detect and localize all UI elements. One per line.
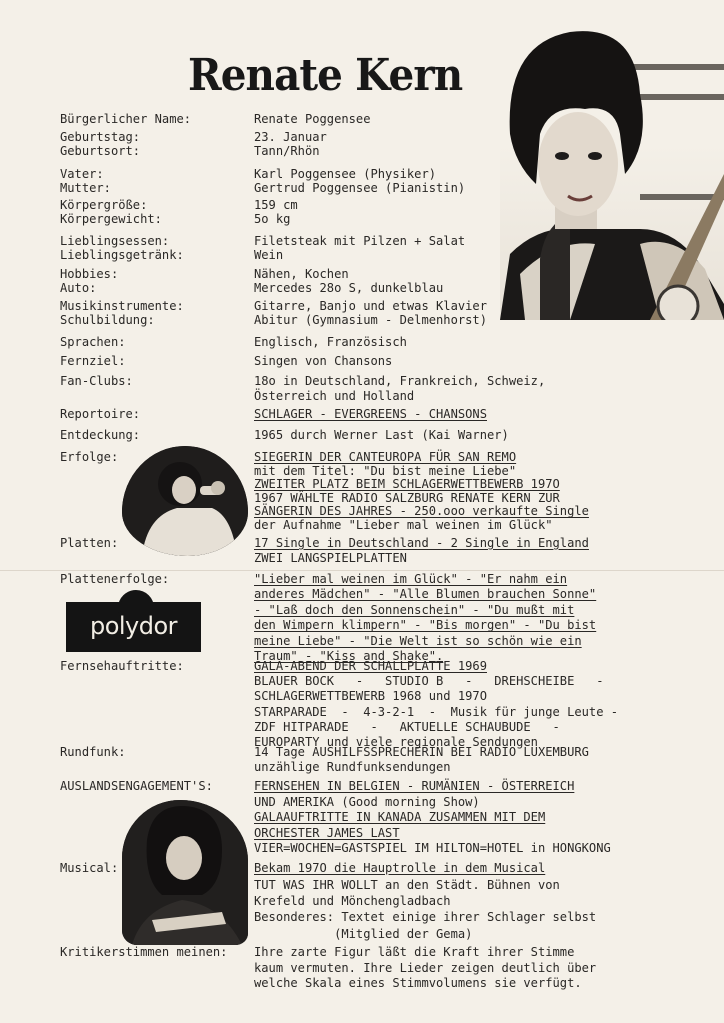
- field-label-r1: Bürgerlicher Name:: [60, 112, 192, 126]
- field-label-r9: Lieblingsgetränk:: [60, 248, 184, 262]
- field-value-r6-line-0: 159 cm: [254, 198, 298, 212]
- field-value-r27-line-1: kaum vermuten. Ihre Lieder zeigen deutlich über: [254, 960, 597, 975]
- field-value-r21-line-3: den Wimpern klimpern" - "Bis morgen" - "Du bist: [254, 618, 597, 633]
- singer-photo-microphone: [122, 446, 248, 556]
- field-value-r19-line-5: der Aufnahme "Lieber mal weinen im Glück": [254, 518, 553, 532]
- field-label-r22: Fernsehauftritte:: [60, 659, 184, 673]
- field-value-r21-line-5: Traum" - "Kiss and Shake".: [254, 649, 444, 663]
- field-value-r13-line-0: Abitur (Gymnasium - Delmenhorst): [254, 313, 487, 327]
- field-value-r20-line-0: 17 Single in Deutschland - 2 Single in England: [254, 536, 589, 550]
- field-value-r1-line-0: Renate Poggensee: [254, 112, 371, 126]
- field-value-r19-line-1: mit dem Titel: "Du bist meine Liebe": [254, 463, 517, 478]
- field-label-r12: Musikinstrumente:: [60, 299, 184, 313]
- field-value-r5-line-0: Gertrud Poggensee (Pianistin): [254, 181, 466, 195]
- fold-line: [0, 570, 724, 571]
- field-value-r24-line-1: UND AMERIKA (Good morning Show): [254, 794, 480, 809]
- field-label-r6: Körpergröße:: [60, 198, 148, 212]
- field-value-r22-line-2: SCHLAGERWETTBEWERB 1968 und 197O: [254, 689, 487, 704]
- field-label-r25: Musical:: [60, 861, 119, 875]
- field-label-r23: Rundfunk:: [60, 745, 126, 759]
- field-value-r21-line-0: "Lieber mal weinen im Glück" - "Er nahm ein: [254, 572, 568, 586]
- field-label-r14: Sprachen:: [60, 335, 126, 349]
- field-value-r16-line-0: 18o in Deutschland, Frankreich, Schweiz,: [254, 374, 546, 388]
- field-value-r10-line-0: Nähen, Kochen: [254, 267, 349, 281]
- field-value-r27-line-0: Ihre zarte Figur läßt die Kraft ihrer Stimme: [254, 945, 575, 959]
- field-label-r11: Auto:: [60, 281, 97, 295]
- singer-photo-musical: [122, 800, 248, 945]
- field-value-r16-line-1: Österreich und Holland: [254, 388, 415, 403]
- field-value-r24-line-4: VIER=WOCHEN=GASTSPIEL IM HILTON=HOTEL in HONGKONG: [254, 841, 611, 855]
- page-title: Renate Kern: [188, 50, 463, 101]
- field-value-r17-line-0: SCHLAGER - EVERGREENS - CHANSONS: [254, 407, 487, 421]
- field-label-r3: Geburtsort:: [60, 144, 141, 158]
- field-value-r22-line-4: ZDF HITPARADE - AKTUELLE SCHAUBUDE -: [254, 719, 560, 734]
- field-value-r23-line-0: 14 Tage AUSHILFSSPRECHERIN BEI RADIO LUXEMBURG: [254, 745, 589, 759]
- field-label-r2: Geburtstag:: [60, 130, 141, 144]
- field-label-r21: Plattenerfolge:: [60, 572, 170, 586]
- field-value-r15-line-0: Singen von Chansons: [254, 354, 393, 368]
- field-value-r4-line-0: Karl Poggensee (Physiker): [254, 167, 437, 181]
- field-label-r7: Körpergewicht:: [60, 212, 162, 226]
- field-label-r27: Kritikerstimmen meinen:: [60, 945, 228, 959]
- field-value-r19-line-0: SIEGERIN DER CANTEUROPA FÜR SAN REMO: [254, 450, 517, 464]
- field-value-r25-line-2: Krefeld und Mönchengladbach: [254, 894, 451, 908]
- polydor-logo: [66, 602, 201, 652]
- field-value-r7-line-0: 5o kg: [254, 212, 291, 226]
- field-label-r17: Reportoire:: [60, 407, 141, 421]
- field-value-r19-line-2: ZWEITER PLATZ BEIM SCHLAGERWETTBEWERB 197O: [254, 477, 560, 492]
- portrait-illustration: [500, 24, 724, 320]
- field-value-r19-line-3: 1967 WÄHLTE RADIO SALZBURG RENATE KERN ZUR: [254, 490, 560, 505]
- field-value-r11-line-0: Mercedes 28o S, dunkelblau: [254, 281, 444, 295]
- field-value-r22-line-0: GALA-ABEND DER SCHALLPLATTE 1969: [254, 659, 487, 673]
- field-label-r10: Hobbies:: [60, 267, 119, 281]
- field-value-r3-line-0: Tann/Rhön: [254, 144, 320, 158]
- field-value-r20-line-1: ZWEI LANGSPIELPLATTEN: [254, 550, 407, 565]
- microphone-photo-illustration: [122, 446, 248, 556]
- field-value-r22-line-3: STARPARADE - 4-3-2-1 - Musik für junge Leute -: [254, 704, 619, 719]
- field-label-r13: Schulbildung:: [60, 313, 155, 327]
- field-value-r21-line-2: - "Laß doch den Sonnenschein" - "Du mußt mit: [254, 602, 575, 617]
- field-value-r27-line-2: welche Skala eines Stimmvolumens sie verfügt.: [254, 976, 582, 990]
- polydor-logo-text: polydor: [89, 612, 178, 640]
- field-value-r24-line-3: ORCHESTER JAMES LAST: [254, 825, 400, 840]
- field-value-r24-line-2: GALAAUFTRITTE IN KANADA ZUSAMMEN MIT DEM: [254, 810, 546, 824]
- field-value-r12-line-0: Gitarre, Banjo und etwas Klavier: [254, 299, 487, 313]
- field-label-r8: Lieblingsessen:: [60, 234, 170, 248]
- field-value-r8-line-0: Filetsteak mit Pilzen + Salat: [254, 234, 466, 248]
- field-label-r16: Fan-Clubs:: [60, 374, 133, 388]
- field-value-r14-line-0: Englisch, Französisch: [254, 335, 407, 349]
- field-label-r15: Fernziel:: [60, 354, 126, 368]
- field-value-r23-line-1: unzählige Rundfunksendungen: [254, 759, 451, 774]
- field-value-r25-line-1: TUT WAS IHR WOLLT an den Städt. Bühnen von: [254, 877, 560, 892]
- field-value-r22-line-1: BLAUER BOCK - STUDIO B - DREHSCHEIBE -: [254, 674, 604, 689]
- field-value-r9-line-0: Wein: [254, 248, 284, 262]
- field-label-r24: AUSLANDSENGAGEMENT'S:: [60, 779, 213, 793]
- field-value-r22-line-5: EUROPARTY und viele regionale Sendungen: [254, 735, 538, 749]
- field-value-r18-line-0: 1965 durch Werner Last (Kai Warner): [254, 428, 509, 442]
- field-label-r18: Entdeckung:: [60, 428, 141, 442]
- field-value-r26-line-1: (Mitglied der Gema): [254, 926, 473, 941]
- musical-photo-illustration: [122, 800, 248, 945]
- field-value-r21-line-1: anderes Mädchen" - "Alle Blumen brauchen Sonne": [254, 587, 597, 602]
- field-label-r5: Mutter:: [60, 181, 111, 195]
- field-label-r20: Platten:: [60, 536, 119, 550]
- field-label-r4: Vater:: [60, 167, 104, 181]
- portrait-photo: [500, 24, 724, 320]
- field-label-r19: Erfolge:: [60, 450, 119, 464]
- field-value-r24-line-0: FERNSEHEN IN BELGIEN - RUMÄNIEN - ÖSTERREICH: [254, 779, 575, 793]
- field-value-r21-line-4: meine Liebe" - "Die Welt ist so schön wie ein: [254, 633, 582, 648]
- field-value-r25-line-0: Bekam 197O die Hauptrolle in dem Musical: [254, 861, 546, 875]
- field-value-r19-line-4: SÄNGERIN DES JAHRES - 250.ooo verkaufte Single: [254, 504, 589, 519]
- field-value-r26-line-0: Besonderes: Textet einige ihrer Schlager selbst: [254, 910, 597, 924]
- field-value-r2-line-0: 23. Januar: [254, 130, 327, 144]
